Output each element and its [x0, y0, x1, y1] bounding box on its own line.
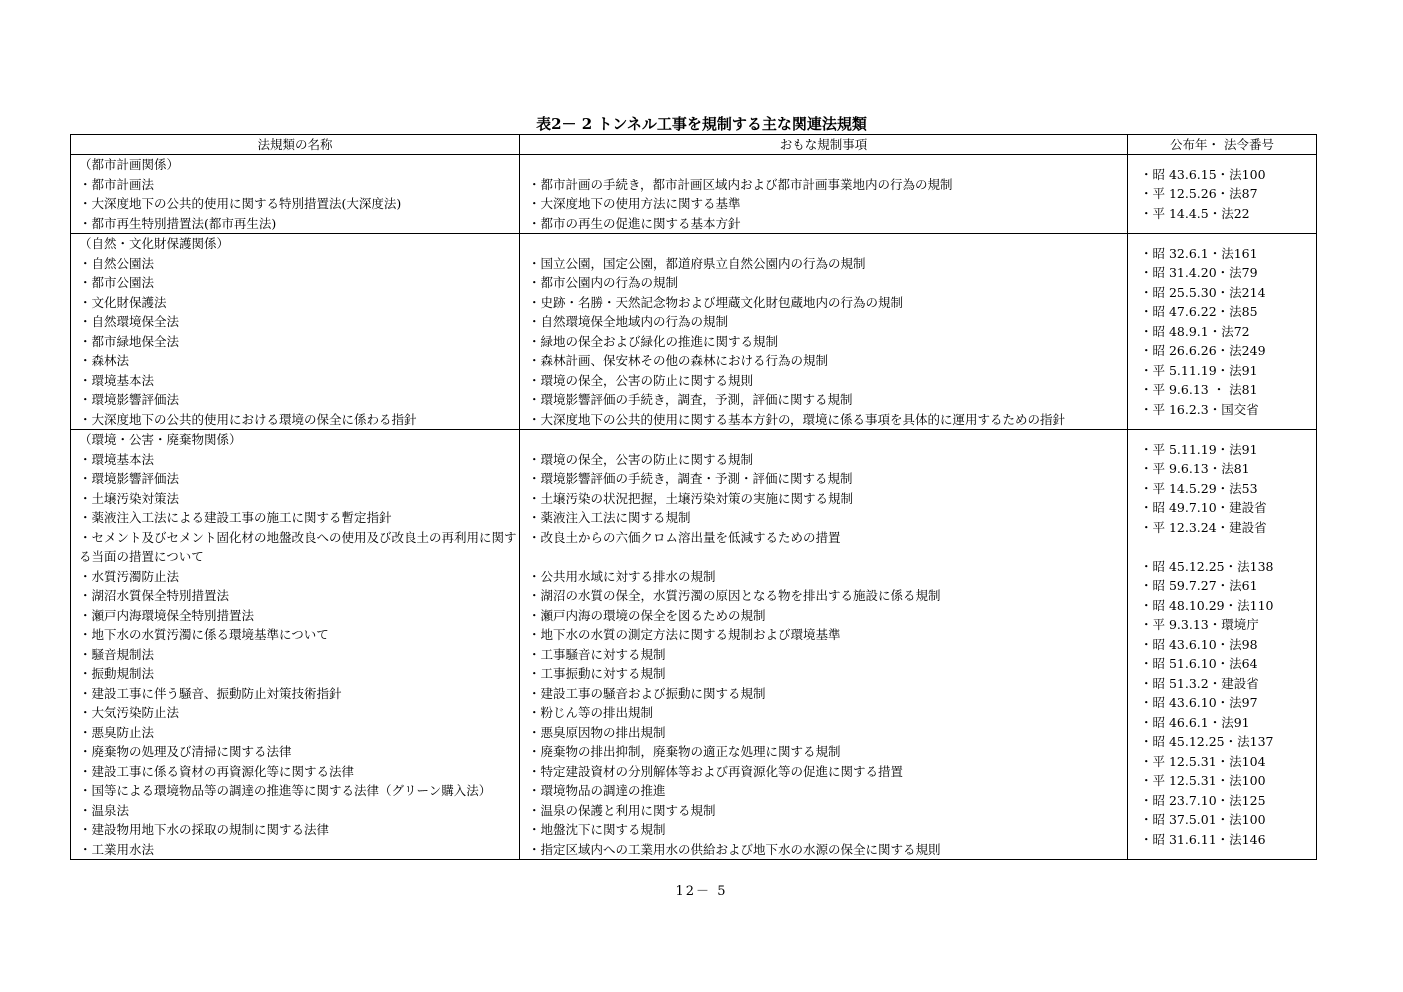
regulation: ・特定建設資材の分別解体等および再資源化等の促進に関する措置 [528, 763, 904, 779]
regulation: ・公共用水域に対する排水の規制 [528, 568, 716, 584]
law-name: ・自然公園法 [79, 255, 155, 271]
table-group [71, 430, 1317, 860]
law-number-cell [1128, 430, 1317, 860]
law-name: ・文化財保護法 [79, 294, 167, 310]
regulation: ・土壌汚染の状況把握，土壌汚染対策の実施に関する規制 [528, 490, 854, 506]
law-number: ・昭 31.6.11・法146 [1140, 831, 1266, 847]
law-name: ・環境影響評価法 [79, 471, 180, 486]
law-number: ・昭 47.6.22・法85 [1140, 304, 1258, 320]
law-number: ・昭 37.5.01・法100 [1140, 812, 1266, 828]
law-name: ・国等による環境物品等の調達の推進等に関する法律（グリーン購入法） [79, 783, 492, 798]
law-number: ・昭 23.7.10・法125 [1140, 792, 1266, 808]
regulation: ・環境影響評価の手続き，調査・予測・評価に関する規制 [528, 471, 853, 486]
regulation: ・自然環境保全地域内の行為の規制 [528, 314, 729, 329]
regulation: ・大深度地下の使用方法に関する基準 [528, 196, 741, 211]
regulation: ・廃棄物の排出抑制，廃棄物の適正な処理に関する規制 [528, 744, 841, 759]
regulation: ・地盤沈下に関する規制 [528, 822, 666, 837]
regulation: ・都市公園内の行為の規制 [528, 275, 679, 290]
header-row [71, 135, 1317, 155]
law-name: ・建設物用地下水の採取の規制に関する法律 [79, 822, 330, 837]
group-heading: （自然・文化財保護関係） [79, 236, 230, 251]
law-number-cell [1128, 234, 1317, 430]
law-number: ・昭 43.6.15・法100 [1140, 166, 1266, 182]
law-number-cell [1128, 155, 1317, 234]
law-name: ・森林法 [79, 353, 130, 368]
regulation: ・粉じん等の排出規制 [528, 705, 654, 720]
law-number: ・平 9.6.13 ・ 法81 [1140, 382, 1258, 398]
regulation: ・瀬戸内海の環境の保全を図るための規制 [528, 607, 766, 623]
law-name: ・大深度地下の公共的使用に関する特別措置法(大深度法) [79, 196, 402, 211]
header-law-number: 公布年・ 法令番号 [1128, 135, 1317, 155]
regulation: ・悪臭原因物の排出規制 [528, 724, 666, 740]
regulation: ・環境影響評価の手続き，調査，予測，評価に関する規制 [528, 392, 853, 407]
law-number: ・昭 26.6.26・法249 [1140, 343, 1266, 359]
header-law-name: 法規類の名称 [71, 135, 520, 155]
law-name-cell [71, 234, 520, 430]
law-number: ・昭 51.6.10・法64 [1140, 656, 1258, 672]
law-number: ・平 14.4.5・法22 [1140, 205, 1250, 221]
law-name: ・自然環境保全法 [79, 314, 180, 329]
law-name: ・地下水の水質汚濁に係る環境基準について [79, 627, 329, 642]
law-name: ・環境基本法 [79, 372, 155, 388]
regulation: ・指定区域内への工業用水の供給および地下水の水源の保全に関する規則 [528, 841, 941, 857]
law-name: ・騒音規制法 [79, 646, 155, 662]
regulation: ・建設工事の騒音および振動に関する規制 [528, 685, 766, 701]
law-number: ・平 9.6.13・法81 [1140, 461, 1250, 477]
regulation: ・湖沼の水質の保全，水質汚濁の原因となる物を排出する施設に係る規制 [528, 588, 941, 603]
regulation: ・都市の再生の促進に関する基本方針 [528, 215, 741, 231]
law-number: ・昭 49.7.10・建設省 [1140, 500, 1267, 516]
law-number: ・昭 48.10.29・法110 [1140, 597, 1274, 613]
law-name: ・土壌汚染対策法 [79, 490, 180, 506]
law-name: ・振動規制法 [79, 666, 155, 681]
law-name: ・都市緑地保全法 [79, 333, 180, 349]
law-number: ・昭 31.4.20・法79 [1140, 265, 1258, 281]
regulation-cell [520, 155, 1128, 234]
regulation: ・薬液注入工法に関する規制 [528, 510, 691, 525]
regulation: ・地下水の水質の測定方法に関する規制および環境基準 [528, 627, 841, 642]
law-name: ・環境基本法 [79, 451, 155, 467]
law-number: ・平 5.11.19・法91 [1140, 362, 1258, 378]
table-group [71, 155, 1317, 234]
law-name: ・水質汚濁防止法 [79, 568, 180, 584]
law-name: ・都市計画法 [79, 176, 155, 192]
regulation: ・温泉の保護と利用に関する規制 [528, 802, 716, 818]
law-name: ・湖沼水質保全特別措置法 [79, 588, 230, 603]
law-name: ・大気汚染防止法 [79, 705, 180, 720]
law-number: ・昭 45.12.25・法138 [1140, 558, 1274, 574]
page-number: 12－ 5 [675, 884, 728, 899]
laws-table [70, 134, 1317, 860]
law-number: ・平 16.2.3・国交省 [1140, 401, 1259, 417]
law-name: ・環境影響評価法 [79, 392, 180, 407]
regulation: ・緑地の保全および緑化の推進に関する規制 [528, 333, 779, 349]
law-number: ・昭 32.6.1・法161 [1140, 245, 1258, 261]
regulation: ・環境の保全，公害の防止に関する規制 [528, 451, 754, 467]
law-number: ・昭 51.3.2・建設省 [1140, 675, 1259, 691]
table-group [71, 234, 1317, 430]
law-number: ・平 14.5.29・法53 [1140, 480, 1258, 496]
law-number: ・平 12.3.24・建設省 [1140, 519, 1267, 535]
regulation: ・環境の保全，公害の防止に関する規則 [528, 372, 754, 388]
regulation: ・環境物品の調達の推進 [528, 783, 666, 798]
regulation: ・史跡・名勝・天然記念物および埋蔵文化財包蔵地内の行為の規制 [528, 294, 904, 310]
law-name: ・温泉法 [79, 802, 130, 818]
law-number: ・昭 25.5.30・法214 [1140, 284, 1266, 300]
regulation: ・大深度地下の公共的使用に関する基本方針の，環境に係る事項を具体的に運用するための指針 [528, 411, 1066, 427]
law-name: ・悪臭防止法 [79, 724, 155, 740]
law-name: ・工業用水法 [79, 841, 155, 857]
law-number: ・平 12.5.31・法104 [1140, 753, 1266, 769]
law-number: ・平 5.11.19・法91 [1140, 441, 1258, 457]
regulation-cell [520, 430, 1128, 860]
law-number: ・昭 45.12.25・法137 [1140, 734, 1274, 750]
table-title: 表2－ 2 トンネル工事を規制する主な関連法規類 [536, 115, 867, 133]
law-name: ・都市再生特別措置法(都市再生法) [79, 215, 277, 231]
regulation: ・都市計画の手続き，都市計画区域内および都市計画事業地内の行為の規制 [528, 176, 953, 192]
law-number: ・昭 59.7.27・法61 [1140, 578, 1258, 594]
law-name: ・瀬戸内海環境保全特別措置法 [79, 607, 255, 623]
law-number: ・昭 46.6.1・法91 [1140, 714, 1250, 730]
law-name: ・薬液注入工法による建設工事の施工に関する暫定指針 [79, 510, 392, 525]
regulation: ・国立公園，国定公園，都道府県立自然公園内の行為の規制 [528, 255, 866, 271]
regulation: ・森林計画、保安林その他の森林における行為の規制 [528, 353, 829, 368]
law-number: ・平 9.3.13・環境庁 [1140, 617, 1259, 633]
law-name-cell [71, 430, 520, 860]
law-name: ・セメント及びセメント固化材の地盤改良への使用及び改良土の再利用に関する当面の措置について [79, 529, 517, 564]
law-number: ・昭 43.6.10・法98 [1140, 636, 1258, 652]
law-number: ・平 12.5.26・法87 [1140, 186, 1258, 202]
regulation-cell [520, 234, 1128, 430]
law-number: ・昭 43.6.10・法97 [1140, 695, 1258, 711]
group-heading: （環境・公害・廃棄物関係） [79, 432, 242, 447]
law-name: ・大深度地下の公共的使用における環境の保全に係わる指針 [79, 411, 417, 427]
group-heading: （都市計画関係） [79, 157, 180, 172]
law-name: ・廃棄物の処理及び清掃に関する法律 [79, 744, 292, 759]
law-number: ・昭 48.9.1・法72 [1140, 323, 1250, 339]
law-name-cell [71, 155, 520, 234]
law-number: ・平 12.5.31・法100 [1140, 773, 1266, 789]
header-regulation: おもな規制事項 [520, 135, 1128, 155]
law-name: ・建設工事に係る資材の再資源化等に関する法律 [79, 763, 355, 779]
regulation: ・改良土からの六価クロム溶出量を低減するための措置 [528, 529, 841, 545]
regulation: ・工事騒音に対する規制 [528, 646, 666, 662]
law-name: ・都市公園法 [79, 275, 155, 290]
law-name: ・建設工事に伴う騒音、振動防止対策技術指針 [79, 685, 342, 701]
regulation: ・工事振動に対する規制 [528, 666, 666, 681]
